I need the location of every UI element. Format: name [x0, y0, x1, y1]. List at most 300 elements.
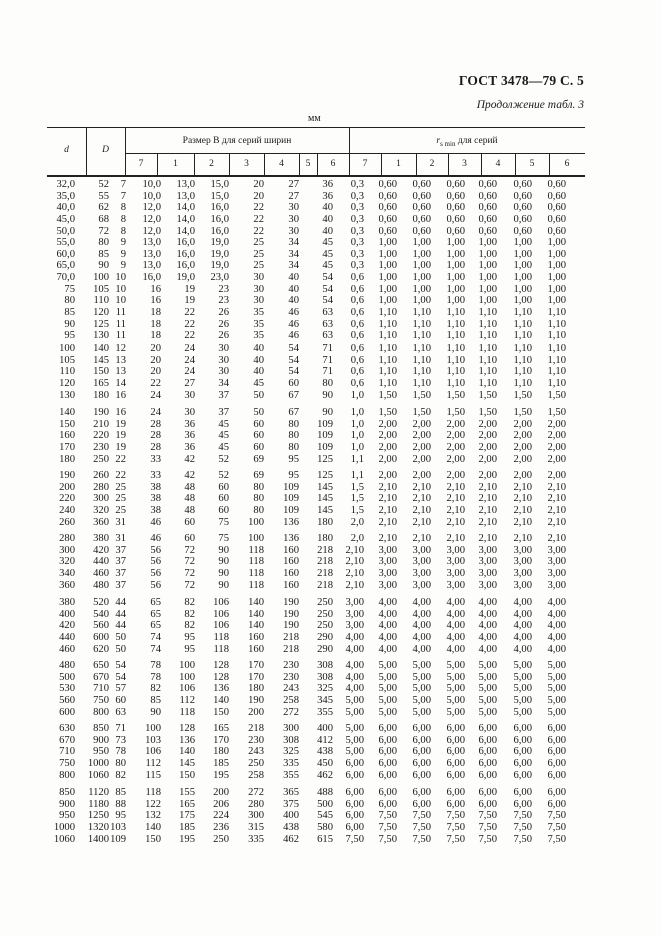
table-cell: 65: [150, 620, 161, 632]
table-cell: 180: [59, 453, 75, 465]
table-cell: 15,0: [210, 179, 229, 190]
table-cell: 460: [93, 567, 109, 579]
table-cell: 6,00: [513, 769, 532, 781]
table-cell: 100: [93, 272, 109, 284]
table-cell: 50: [253, 407, 264, 418]
table-cell: 80: [288, 441, 299, 453]
table-cell: 3,00: [547, 556, 566, 568]
table-cell: 180: [213, 746, 229, 758]
table-cell: 90: [322, 389, 333, 401]
table-cell: 0,60: [378, 225, 397, 237]
table-cell: 25: [115, 504, 126, 516]
table-cell: 375: [283, 798, 299, 810]
table-cell: 243: [283, 683, 299, 695]
table-cell: 4,00: [345, 683, 364, 695]
table-cell: 16: [115, 389, 126, 401]
table-cell: 6,00: [513, 734, 532, 746]
table-cell: 5,00: [547, 660, 566, 671]
table-cell: 82: [150, 683, 161, 695]
table-cell: 5,00: [478, 660, 497, 671]
table-cell: 0,60: [378, 190, 397, 202]
table-cell: 2,00: [446, 453, 465, 465]
table-cell: 50: [253, 389, 264, 401]
table-cell: 1,00: [513, 295, 532, 307]
table-cell: 300: [59, 544, 75, 556]
table-cell: 224: [213, 810, 229, 822]
table-cell: 0,6: [350, 283, 364, 295]
table-cell: 23,0: [210, 272, 229, 284]
radius-symbol: r: [436, 136, 441, 146]
table-cell: 4,00: [513, 620, 532, 632]
table-cell: 1,10: [513, 366, 532, 378]
table-cell: 24: [150, 389, 161, 401]
table-cell: 100: [248, 533, 264, 544]
table-cell: 35: [253, 318, 264, 330]
table-cell: 462: [317, 769, 333, 781]
series-header-4: 4: [279, 159, 284, 169]
table-cell: 5,00: [478, 694, 497, 706]
table-cell: 44: [115, 620, 126, 632]
table-cell: 5,00: [513, 683, 532, 695]
table-cell: 2,00: [446, 441, 465, 453]
table-cell: 38: [150, 481, 161, 493]
table-cell: 4,00: [513, 643, 532, 655]
table-cell: 1,50: [378, 389, 397, 401]
table-cell: 2,00: [412, 470, 431, 481]
table-cell: 2,10: [513, 516, 532, 528]
table-cell: 5,00: [345, 706, 364, 718]
table-cell: 16,0: [176, 248, 195, 260]
table-cell: 52: [218, 453, 229, 465]
table-cell: 30: [218, 343, 229, 354]
table-cell: 40,0: [56, 202, 75, 214]
table-cell: 10,0: [142, 179, 161, 190]
row-group: [47, 533, 585, 591]
table-cell: 420: [93, 544, 109, 556]
table-cell: 0,6: [350, 330, 364, 342]
table-cell: 6,00: [446, 787, 465, 798]
table-cell: 0,6: [350, 343, 364, 354]
table-cell: 40: [253, 366, 264, 378]
table-cell: 1180: [88, 798, 109, 810]
table-cell: 0,60: [412, 213, 431, 225]
table-cell: 0,3: [350, 213, 364, 225]
table-cell: 109: [283, 493, 299, 505]
table-cell: 0,3: [350, 190, 364, 202]
table-cell: 1,10: [547, 366, 566, 378]
table-cell: 2,00: [446, 418, 465, 430]
table-cell: 6,00: [412, 734, 431, 746]
table-cell: 218: [248, 723, 264, 734]
table-cell: 160: [283, 556, 299, 568]
table-cell: 90: [64, 318, 75, 330]
series-header-6: 6: [330, 159, 336, 169]
table-cell: 0,60: [446, 190, 465, 202]
table-cell: 37: [115, 579, 126, 591]
table-cell: 0,3: [350, 248, 364, 260]
table-cell: 22: [115, 470, 126, 481]
table-cell: 5,00: [513, 671, 532, 683]
table-cell: 160: [283, 579, 299, 591]
table-cell: 6,00: [446, 769, 465, 781]
table-cell: 1,50: [412, 407, 431, 418]
table-cell: 50: [115, 631, 126, 643]
table-cell: 165: [93, 377, 109, 389]
table-cell: 180: [93, 389, 109, 401]
table-cell: 82: [115, 769, 126, 781]
table-cell: 2,00: [547, 470, 566, 481]
table-cell: 0,3: [350, 225, 364, 237]
table-cell: 72: [184, 567, 195, 579]
table-cell: 14: [115, 377, 126, 389]
table-cell: 615: [317, 833, 333, 845]
table-cell: 530: [59, 683, 75, 695]
table-cell: 5,00: [446, 660, 465, 671]
table-cell: 210: [93, 418, 109, 430]
table-cell: 6,00: [513, 757, 532, 769]
table-cell: 65: [150, 597, 161, 608]
table-cell: 6,00: [478, 734, 497, 746]
table-cell: 800: [93, 706, 109, 718]
table-cell: 88: [115, 798, 126, 810]
table-cell: 308: [283, 734, 299, 746]
table-cell: 19,0: [210, 237, 229, 249]
table-row: [47, 307, 585, 319]
table-cell: 90: [218, 579, 229, 591]
table-cell: 200: [213, 787, 229, 798]
table-cell: 20: [150, 343, 161, 354]
table-cell: 60: [253, 430, 264, 442]
table-cell: 190: [93, 407, 109, 418]
table-cell: 2,10: [412, 493, 431, 505]
table-cell: 2,00: [547, 430, 566, 442]
table-cell: 4,00: [513, 597, 532, 608]
table-cell: 70,0: [56, 272, 75, 284]
table-cell: 115: [145, 769, 161, 781]
table-cell: 7,50: [345, 833, 364, 845]
table-cell: 24: [150, 407, 161, 418]
table-row: [47, 672, 585, 684]
table-cell: 22: [184, 318, 195, 330]
table-cell: 24: [184, 343, 195, 354]
table-cell: 500: [59, 671, 75, 683]
table-cell: 80: [288, 418, 299, 430]
table-cell: 438: [283, 821, 299, 833]
table-cell: 1,10: [547, 377, 566, 389]
table-cell: 40: [253, 343, 264, 354]
table-cell: 30: [184, 407, 195, 418]
table-row: [47, 787, 585, 799]
table-cell: 2,00: [547, 418, 566, 430]
table-row: [47, 505, 585, 517]
table-cell: 0,60: [446, 179, 465, 190]
table-cell: 0,60: [513, 213, 532, 225]
table-cell: 140: [59, 407, 75, 418]
table-cell: 150: [179, 769, 195, 781]
table-cell: 1,0: [350, 407, 364, 418]
table-cell: 90: [218, 567, 229, 579]
table-cell: 136: [179, 734, 195, 746]
table-cell: 206: [213, 798, 229, 810]
table-cell: 1,10: [446, 307, 465, 319]
table-row: [47, 770, 585, 782]
table-cell: 400: [59, 608, 75, 620]
table-cell: 1,10: [412, 366, 431, 378]
table-cell: 1,1: [350, 453, 364, 465]
table-cell: 1,0: [350, 389, 364, 401]
table-cell: 0,60: [547, 202, 566, 214]
table-cell: 40: [322, 202, 333, 214]
table-cell: 6,00: [513, 798, 532, 810]
table-cell: 1320: [87, 821, 109, 833]
table-cell: 7,50: [378, 810, 397, 822]
table-cell: 6,00: [412, 769, 431, 781]
table-cell: 4,00: [345, 671, 364, 683]
table-cell: 30: [253, 283, 264, 295]
table-cell: 340: [59, 567, 75, 579]
table-cell: 4,00: [547, 631, 566, 643]
table-row: [47, 419, 585, 431]
table-cell: 1,10: [513, 330, 532, 342]
table-cell: 155: [179, 787, 195, 798]
table-cell: 120: [93, 307, 109, 319]
table-cell: 40: [322, 213, 333, 225]
table-cell: 19: [184, 283, 195, 295]
table-cell: 37: [115, 544, 126, 556]
table-row: [47, 430, 585, 442]
table-row: [47, 295, 585, 307]
table-cell: 600: [93, 631, 109, 643]
table-cell: 2,10: [412, 516, 431, 528]
table-cell: 82: [184, 608, 195, 620]
table-cell: 42: [184, 470, 195, 481]
table-row: [47, 556, 585, 568]
table-cell: 1,00: [478, 237, 497, 249]
table-cell: 2,00: [547, 441, 566, 453]
table-cell: 0,60: [547, 179, 566, 190]
table-cell: 290: [317, 631, 333, 643]
series-header-6: 6: [564, 159, 570, 169]
table-cell: 320: [93, 504, 109, 516]
table-row: [47, 482, 585, 494]
table-cell: 0,60: [446, 213, 465, 225]
table-cell: 6,00: [412, 798, 431, 810]
table-cell: 1,50: [446, 407, 465, 418]
table-cell: 1,00: [446, 237, 465, 249]
table-cell: 2,00: [513, 441, 532, 453]
table-cell: 46: [288, 307, 299, 319]
table-cell: 56: [150, 579, 161, 591]
table-cell: 6,00: [412, 723, 431, 734]
table-cell: 462: [283, 833, 299, 845]
table-cell: 165: [213, 723, 229, 734]
table-cell: 258: [248, 769, 264, 781]
table-cell: 2,00: [478, 441, 497, 453]
table-cell: 6,00: [478, 746, 497, 758]
table-cell: 1,00: [378, 237, 397, 249]
table-cell: 16: [115, 407, 126, 418]
table-cell: 4,00: [478, 643, 497, 655]
table-cell: 0,60: [446, 225, 465, 237]
table-cell: 5,00: [412, 660, 431, 671]
table-cell: 218: [283, 643, 299, 655]
table-cell: 0,60: [378, 213, 397, 225]
table-cell: 38: [150, 504, 161, 516]
table-cell: 37: [115, 556, 126, 568]
table-cell: 2,00: [446, 470, 465, 481]
table-cell: 7,50: [547, 833, 566, 845]
table-cell: 1,10: [478, 330, 497, 342]
table-cell: 260: [93, 470, 109, 481]
table-cell: 54: [288, 343, 299, 354]
table-cell: 315: [248, 821, 264, 833]
table-cell: 11: [115, 307, 126, 319]
table-cell: 28: [150, 418, 161, 430]
table-cell: 4,00: [446, 631, 465, 643]
table-cell: 1,00: [412, 283, 431, 295]
table-cell: 3,00: [547, 579, 566, 591]
table-cell: 1,50: [547, 389, 566, 401]
table-cell: 5,00: [378, 660, 397, 671]
table-cell: 6,00: [513, 723, 532, 734]
table-cell: 60: [253, 441, 264, 453]
table-cell: 1,5: [350, 493, 364, 505]
table-cell: 106: [145, 746, 161, 758]
table-cell: 3,00: [446, 544, 465, 556]
table-cell: 45,0: [56, 213, 75, 225]
series-header-4: 4: [495, 159, 501, 169]
table-cell: 106: [213, 597, 229, 608]
table-cell: 236: [213, 821, 229, 833]
table-cell: 45: [218, 418, 229, 430]
table-cell: 600: [59, 706, 75, 718]
radius-group-tail: для серий: [457, 136, 498, 146]
table-cell: 140: [93, 343, 109, 354]
table-cell: 230: [248, 734, 264, 746]
table-cell: 230: [283, 671, 299, 683]
table-cell: 480: [59, 660, 75, 671]
table-cell: 90: [218, 556, 229, 568]
table-cell: 67: [288, 389, 299, 401]
table-cell: 670: [59, 734, 75, 746]
table-cell: 185: [213, 757, 229, 769]
table-cell: 20: [253, 190, 264, 202]
table-cell: 1,00: [378, 248, 397, 260]
table-cell: 3,00: [412, 567, 431, 579]
table-cell: 750: [59, 757, 75, 769]
table-cell: 26: [218, 307, 229, 319]
table-cell: 140: [248, 597, 264, 608]
table-cell: 100: [248, 516, 264, 528]
table-cell: 13: [115, 354, 126, 366]
table-cell: 5,00: [345, 694, 364, 706]
table-cell: 48: [184, 481, 195, 493]
table-cell: 27: [288, 190, 299, 202]
table-cell: 5,00: [547, 694, 566, 706]
table-cell: 170: [248, 671, 264, 683]
table-cell: 1250: [87, 810, 109, 822]
table-cell: 280: [93, 481, 109, 493]
table-cell: 0,6: [350, 272, 364, 284]
table-row: [47, 442, 585, 454]
table-cell: 1,00: [412, 260, 431, 272]
table-cell: 54: [288, 366, 299, 378]
table-cell: 1000: [53, 821, 75, 833]
table-row: [47, 378, 585, 390]
table-cell: 25: [253, 237, 264, 249]
table-cell: 24: [184, 354, 195, 366]
table-cell: 325: [317, 683, 333, 695]
table-cell: 6,00: [513, 787, 532, 798]
table-cell: 4,00: [547, 608, 566, 620]
table-cell: 1,10: [547, 330, 566, 342]
table-cell: 52: [218, 470, 229, 481]
table-cell: 28: [150, 430, 161, 442]
table-cell: 300: [283, 723, 299, 734]
table-cell: 46: [288, 330, 299, 342]
table-cell: 12,0: [142, 202, 161, 214]
table-cell: 175: [179, 810, 195, 822]
table-cell: 3,00: [513, 567, 532, 579]
table-cell: 56: [150, 556, 161, 568]
table-row: [47, 366, 585, 378]
table-cell: 7,50: [513, 833, 532, 845]
table-cell: 30: [184, 389, 195, 401]
row-group: [47, 723, 585, 781]
table-cell: 36: [184, 418, 195, 430]
table-cell: 54: [288, 354, 299, 366]
table-cell: 26: [218, 330, 229, 342]
table-cell: 1,10: [446, 343, 465, 354]
table-cell: 11: [115, 330, 126, 342]
table-cell: 1,10: [478, 366, 497, 378]
table-cell: 1,10: [513, 343, 532, 354]
table-continuation-caption: Продолжение табл. 3: [476, 99, 584, 111]
table-cell: 3,00: [412, 579, 431, 591]
table-cell: 6,00: [412, 746, 431, 758]
table-cell: 1,10: [412, 318, 431, 330]
table-cell: 6,00: [513, 746, 532, 758]
table-cell: 1,10: [412, 343, 431, 354]
table-cell: 7,50: [513, 810, 532, 822]
table-cell: 60: [288, 377, 299, 389]
table-cell: 6,00: [446, 746, 465, 758]
table-cell: 355: [317, 706, 333, 718]
table-cell: 22: [150, 377, 161, 389]
table-cell: 1,00: [478, 295, 497, 307]
table-cell: 190: [59, 470, 75, 481]
table-cell: 190: [283, 608, 299, 620]
table-cell: 580: [317, 821, 333, 833]
table-row: [47, 683, 585, 695]
table-row: [47, 260, 585, 272]
table-cell: 63: [115, 706, 126, 718]
table-cell: 7,50: [378, 833, 397, 845]
table-cell: 1,50: [378, 407, 397, 418]
table-row: [47, 644, 585, 656]
table-cell: 1,10: [446, 330, 465, 342]
table-cell: 1,10: [446, 318, 465, 330]
table-cell: 109: [110, 833, 126, 845]
table-cell: 54: [322, 272, 333, 284]
table-cell: 5,00: [446, 694, 465, 706]
table-cell: 2,10: [378, 516, 397, 528]
table-cell: 5,00: [345, 723, 364, 734]
table-cell: 488: [317, 787, 333, 798]
table-cell: 4,00: [547, 597, 566, 608]
table-cell: 36: [322, 179, 333, 190]
table-cell: 3,00: [378, 579, 397, 591]
